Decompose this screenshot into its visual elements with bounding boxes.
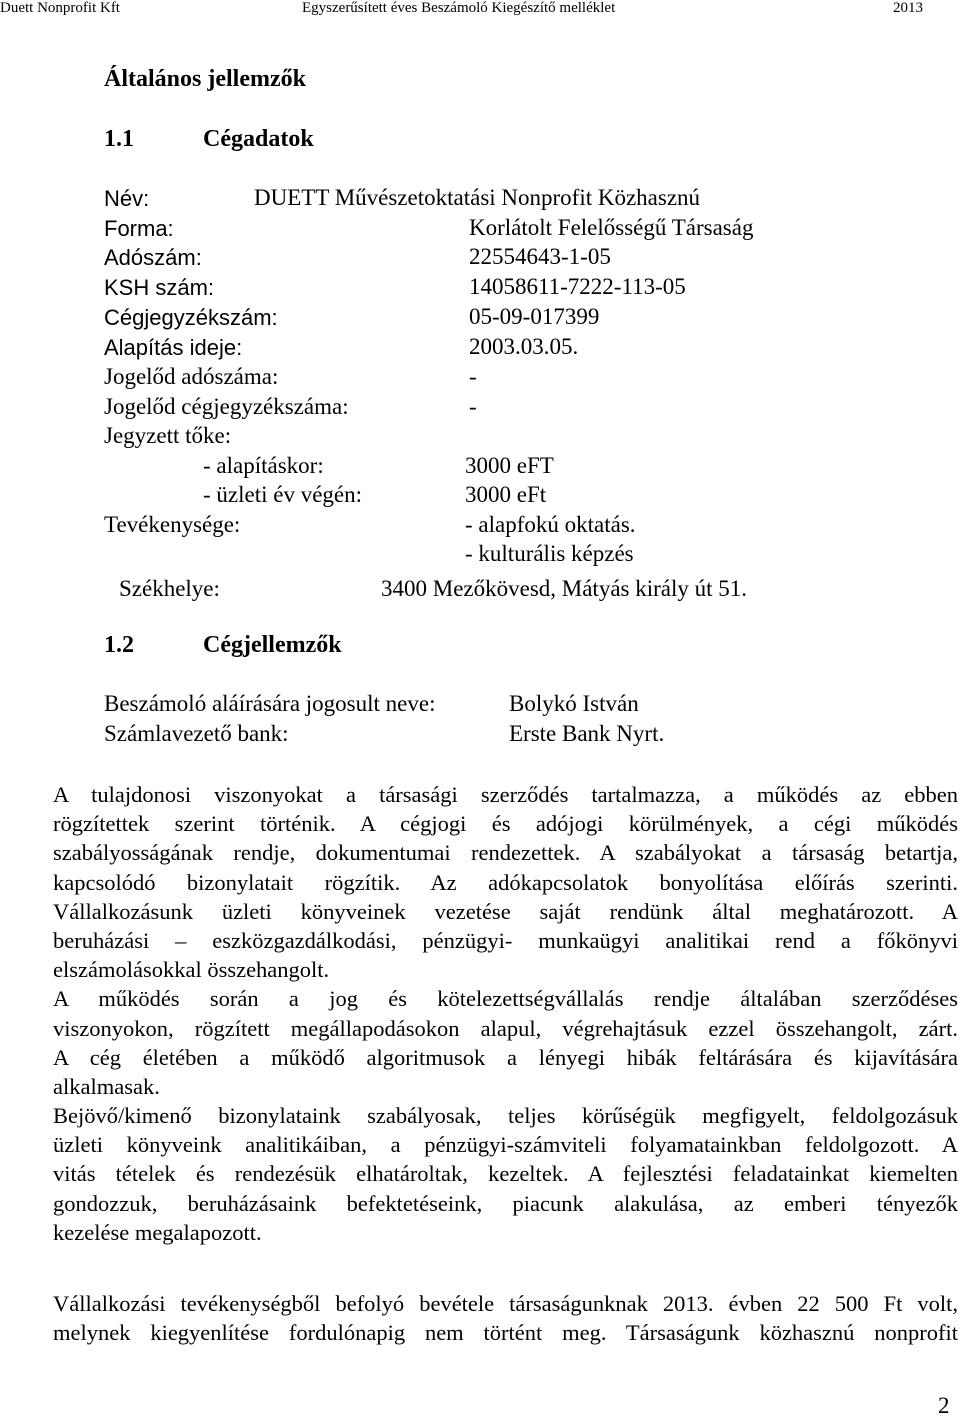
paragraph-line: alkalmasak.	[53, 1073, 160, 1099]
field-label-predecessor-tax: Jogelőd adószáma:	[104, 364, 279, 389]
paragraph-line: gondozzuk, beruházásaink befektetéseink, piacunk alakulása, az emberi tényezők	[53, 1190, 958, 1216]
paragraph-line: rögzítettek szerint történik. A cégjogi és adójogi körülmények, a cégi működés	[53, 811, 958, 837]
paragraph-line: Vállalkozásunk üzleti könyveinek vezetése saját rendünk által meghatározott. A	[53, 898, 958, 924]
field-value-bank: Erste Bank Nyrt.	[509, 721, 665, 746]
paragraph-line: kapcsolódó bizonylatait rögzítik. Az adókapcsolatok bonyolítása előírás szerinti.	[53, 869, 958, 895]
paragraph-line: kezelése megalapozott.	[53, 1219, 262, 1245]
section-2-number: 1.2	[104, 632, 134, 658]
operations-paragraph	[53, 780, 958, 1247]
paragraph-line: viszonyokon, rögzített megállapodásokon alapul, végrehajtásuk ezzel összehangolt, zárt.	[53, 1015, 958, 1041]
field-label-name: Név:	[104, 186, 150, 211]
paragraph-line: elszámolásokkal összehangolt.	[53, 957, 330, 983]
paragraph-line: melynek kiegyenlítése fordulónapig nem történt meg. Társaságunk közhasznú nonprofit	[53, 1320, 958, 1346]
field-label-activity: Tevékenysége:	[104, 512, 241, 537]
paragraph-line: A cég életében a működő algoritmusok a lényegi hibák feltárására és kijavítására	[53, 1044, 958, 1070]
paragraph-line: Vállalkozási tevékenységből befolyó bevétele társaságunknak 2013. évben 22 500 Ft volt,	[53, 1291, 958, 1316]
field-value-tax-number: 22554643-1-05	[469, 244, 611, 269]
page-number: 2	[938, 1393, 950, 1418]
field-label-bank: Számlavezető bank:	[104, 721, 289, 746]
paragraph-line: üzleti könyveink analitikáiban, a pénzügyi-számviteli folyamatainkban feldolgozott. A	[53, 1132, 958, 1158]
field-value-registry-number: 05-09-017399	[469, 304, 600, 329]
paragraph-line: beruházási – eszközgazdálkodási, pénzügyi- munkaügyi analitikai rend a főkönyvi	[53, 927, 958, 953]
header-document-title: Egyszerűsített éves Beszámoló Kiegészítő melléklet	[302, 0, 616, 16]
field-label-headquarters: Székhelye:	[119, 576, 220, 601]
paragraph-line: A működés során a jog és kötelezettségvállalás rendje általában szerződéses	[53, 986, 958, 1012]
header-company: Duett Nonprofit Kft	[0, 0, 120, 16]
field-value-predecessor-tax: -	[469, 364, 477, 389]
field-value-activity-2: - kulturális képzés	[465, 541, 634, 566]
field-label-capital-at-founding: - alapításkor:	[203, 453, 324, 478]
paragraph-line: Bejövő/kimenő bizonylataink szabályosak, teljes körűségük megfigyelt, feldolgozásuk	[53, 1103, 958, 1129]
field-value-capital-at-founding: 3000 eFT	[465, 453, 554, 478]
field-label-tax-number: Adószám:	[104, 245, 202, 270]
field-value-signatory: Bolykó István	[509, 691, 639, 716]
field-value-predecessor-registry: -	[469, 394, 477, 419]
field-value-founding-date: 2003.03.05.	[469, 334, 579, 359]
field-value-form: Korlátolt Felelősségű Társaság	[469, 215, 754, 240]
field-value-headquarters: 3400 Mezőkövesd, Mátyás király út 51.	[381, 576, 748, 601]
field-label-form: Forma:	[104, 216, 174, 241]
field-value-ksh-number: 14058611-7222-113-05	[469, 274, 686, 299]
field-value-activity-1: - alapfokú oktatás.	[465, 512, 636, 537]
field-label-founding-date: Alapítás ideje:	[104, 335, 243, 360]
paragraph-line: szabályosságának rendje, dokumentumai rendezettek. A szabályokat a társaság betartja,	[53, 840, 958, 866]
field-label-predecessor-registry: Jogelőd cégjegyzékszáma:	[104, 394, 349, 419]
field-label-ksh-number: KSH szám:	[104, 275, 215, 300]
paragraph-line: vitás tételek és rendezésük elhatároltak, kezeltek. A fejlesztési feladatainkat kiemelten	[53, 1161, 958, 1187]
page-title: Általános jellemzők	[104, 66, 306, 92]
paragraph-line: A tulajdonosi viszonyokat a társasági szerződés tartalmazza, a működés az ebben	[53, 782, 958, 807]
section-1-title: Cégadatok	[203, 126, 314, 152]
field-label-registered-capital: Jegyzett tőke:	[104, 423, 232, 448]
field-value-capital-year-end: 3000 eFt	[465, 482, 547, 507]
section-2-title: Cégjellemzők	[203, 632, 342, 658]
revenue-paragraph	[53, 1289, 958, 1347]
section-1-number: 1.1	[104, 126, 134, 152]
field-label-registry-number: Cégjegyzékszám:	[104, 305, 278, 330]
field-value-name: DUETT Művészetoktatási Nonprofit Közhasznú	[254, 185, 701, 210]
field-label-signatory: Beszámoló aláírására jogosult neve:	[104, 691, 436, 716]
field-label-capital-year-end: - üzleti év végén:	[203, 482, 363, 507]
header-year: 2013	[893, 0, 923, 16]
